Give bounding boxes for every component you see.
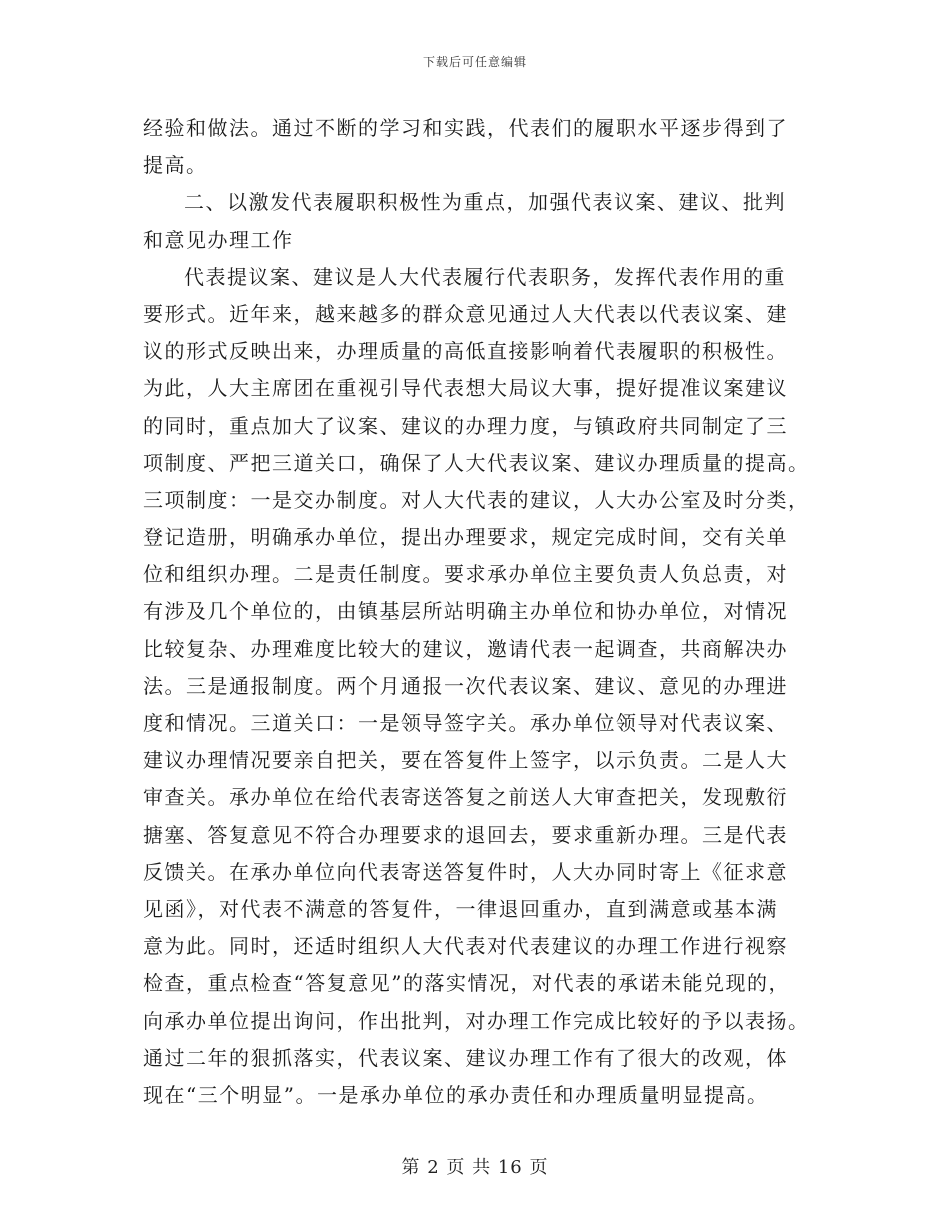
text-line: 项制度、严把三道关口，确保了人大代表议案、建议办理质量的提高。	[143, 450, 810, 475]
text-line: 向承办单位提出询问，作出批判，对办理工作完成比较好的予以表扬。	[143, 1008, 810, 1033]
text-line: 反馈关。在承办单位向代表寄送答复件时，人大办同时寄上《征求意	[143, 859, 788, 884]
text-line: 议的形式反映出来，办理质量的高低直接影响着代表履职的积极性。	[143, 339, 788, 364]
text-line: 度和情况。三道关口：一是领导签字关。承办单位领导对代表议案、	[143, 711, 788, 735]
section-heading-line: 和意见办理工作	[143, 227, 294, 252]
text-line: 提高。	[143, 153, 208, 178]
text-line: 通过二年的狠抓落实，代表议案、建议办理工作有了很大的改观，体	[143, 1045, 788, 1070]
text-line: 现在“三个明显”。一是承办单位的承办责任和办理质量明显提高。	[143, 1082, 769, 1107]
text-line: 法。三是通报制度。两个月通报一次代表议案、建议、意见的办理进	[143, 673, 788, 698]
page-number-footer: 第 2 页 共 16 页	[401, 1157, 549, 1178]
text-line: 意为此。同时，还适时组织人大代表对代表建议的办理工作进行视察	[143, 934, 788, 959]
document-body	[143, 110, 810, 1114]
page-header: 下载后可任意编辑	[422, 55, 527, 69]
text-line: 有涉及几个单位的，由镇基层所站明确主办单位和协办单位，对情况	[143, 599, 788, 624]
text-line: 位和组织办理。二是责任制度。要求承办单位主要负责人负总责，对	[143, 562, 788, 587]
text-line: 审查关。承办单位在给代表寄送答复之前送人大审查把关，发现敷衍	[143, 785, 788, 810]
text-line: 搪塞、答复意见不符合办理要求的退回去，要求重新办理。三是代表	[143, 822, 788, 847]
text-line: 经验和做法。通过不断的学习和实践，代表们的履职水平逐步得到了	[143, 116, 788, 140]
text-line: 的同时，重点加大了议案、建议的办理力度，与镇政府共同制定了三	[143, 413, 788, 438]
text-line: 建议办理情况要亲自把关，要在答复件上签字，以示负责。二是人大	[143, 748, 788, 773]
text-line: 登记造册，明确承办单位，提出办理要求，规定完成时间，交有关单	[143, 525, 788, 550]
text-line: 三项制度：一是交办制度。对人大代表的建议，人大办公室及时分类，	[143, 487, 810, 512]
text-line: 检查，重点检查“答复意见”的落实情况，对代表的承诺未能兑现的，	[143, 971, 790, 996]
text-line: 见函》，对代表不满意的答复件，一律退回重办，直到满意或基本满	[143, 896, 778, 921]
section-heading-line: 二、以激发代表履职积极性为重点，加强代表议案、建议、批判	[184, 190, 786, 215]
text-line: 要形式。近年来，越来越多的群众意见通过人大代表以代表议案、建	[143, 301, 788, 326]
text-line: 代表提议案、建议是人大代表履行代表职务，发挥代表作用的重	[184, 264, 786, 289]
text-line: 为此，人大主席团在重视引导代表想大局议大事，提好提准议案建议	[143, 376, 788, 401]
text-line: 比较复杂、办理难度比较大的建议，邀请代表一起调查，共商解决办	[143, 636, 788, 661]
